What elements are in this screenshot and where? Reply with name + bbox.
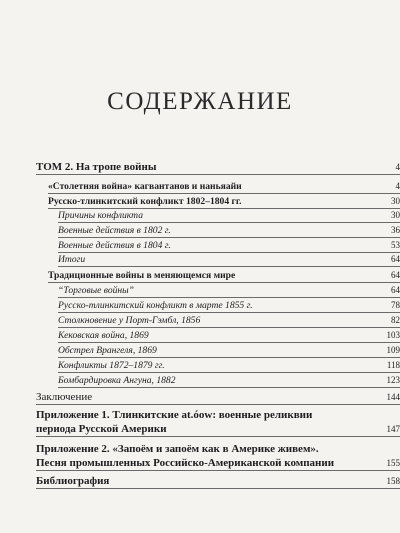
appendix-2-first-line: Приложение 2. «Запоём и запоём как в Америке живем». (36, 443, 319, 455)
toc-underline (58, 327, 400, 328)
toc-entry-text: Причины конфликта (58, 210, 143, 221)
toc-entry-page: 109 (386, 345, 400, 355)
toc-subentry (58, 330, 400, 343)
toc-subentry (58, 210, 400, 223)
toc-entry-page: 155 (386, 458, 400, 468)
toc-entry (48, 196, 400, 209)
toc-entry-text: Кековская война, 1869 (58, 330, 149, 341)
toc-underline (58, 372, 400, 373)
toc-subentry (58, 225, 400, 238)
toc-underline (58, 312, 400, 313)
toc-entry-page: 36 (391, 225, 400, 235)
toc-entry-page: 82 (391, 315, 400, 325)
toc-entry-text: Библиография (36, 475, 110, 487)
toc-underline (36, 174, 400, 175)
toc-entry (48, 270, 400, 283)
toc-subentry (58, 375, 400, 388)
toc-subentry (58, 254, 400, 267)
toc-underline (58, 252, 400, 253)
toc-entry-page: 123 (386, 375, 400, 385)
toc-entry-page: 30 (391, 196, 400, 206)
toc-entry-page: 53 (391, 240, 400, 250)
toc-entry-text: Заключение (36, 391, 93, 403)
toc-entry-page: 64 (391, 254, 400, 264)
toc-entry-appendix-1 (36, 423, 400, 437)
toc-subentry (58, 285, 400, 298)
toc-underline (58, 387, 400, 388)
toc-entry-page: 64 (391, 285, 400, 295)
toc-entry-page: 118 (386, 360, 400, 370)
toc-entry-text: «Столетняя война» кагвантанов и наньяайи (48, 181, 242, 192)
toc-entry-text: Столкновение у Порт-Гэмбл, 1856 (58, 315, 201, 326)
toc-entry-text: ТОМ 2. На тропе войны (36, 161, 157, 173)
toc-entry-page: 64 (391, 270, 400, 280)
toc-entry-page: 158 (386, 476, 400, 486)
toc-underline (36, 436, 400, 437)
toc-underline (58, 222, 400, 223)
toc-entry-text: Итоги (58, 254, 86, 265)
toc-underline (48, 282, 400, 283)
toc-subentry (58, 360, 400, 373)
toc-entry-text: Военные действия в 1802 г. (58, 225, 171, 236)
toc-entry-text: Конфликты 1872–1879 гг. (58, 360, 165, 371)
toc-subentry (58, 300, 400, 313)
toc-entry-page: 103 (386, 330, 400, 340)
toc-entry-page: 4 (395, 162, 400, 172)
toc-underline (58, 357, 400, 358)
toc-entry-volume (36, 161, 400, 175)
appendix-1-first-line: Приложение 1. Тлинкитские at.óow: военные реликвии (36, 409, 313, 421)
toc-underline (36, 488, 400, 489)
toc-entry-page: 147 (386, 424, 400, 434)
toc-entry (48, 181, 400, 194)
toc-entry-text: Русско-тлинкитский конфликт 1802–1804 гг. (48, 196, 242, 207)
toc-subentry (58, 345, 400, 358)
toc-subentry (58, 315, 400, 328)
toc-entry-text: Военные действия в 1804 г. (58, 240, 171, 251)
toc-subentry (58, 240, 400, 253)
toc-entry-page: 144 (386, 392, 400, 402)
toc-underline (36, 404, 400, 405)
toc-entry-page: 4 (395, 181, 400, 191)
toc-entry-text: Русско-тлинкитский конфликт в марте 1855 г. (58, 300, 253, 311)
toc-entry-text: периода Русской Америки (36, 423, 167, 435)
toc-entry-bibliography (36, 475, 400, 489)
toc-entry-page: 78 (391, 300, 400, 310)
toc-entry-page: 30 (391, 210, 400, 220)
toc-underline (36, 470, 400, 471)
toc-underline (58, 237, 400, 238)
toc-entry-text: Обстрел Врангеля, 1869 (58, 345, 157, 356)
toc-entry-text: Бомбардировка Ангуна, 1882 (58, 375, 176, 386)
toc-underline (58, 266, 400, 267)
page-title: СОДЕРЖАНИЕ (107, 88, 293, 115)
toc-underline (48, 193, 400, 194)
toc-underline (58, 297, 400, 298)
toc-underline (58, 342, 400, 343)
toc-entry-text: “Торговые войны” (58, 285, 135, 296)
toc-entry-appendix-2 (36, 457, 400, 471)
toc-entry-text: Традиционные войны в меняющемся мире (48, 270, 236, 281)
toc-entry-text: Песня промышленных Российско-Американской компании (36, 457, 335, 469)
toc-entry-conclusion (36, 391, 400, 405)
